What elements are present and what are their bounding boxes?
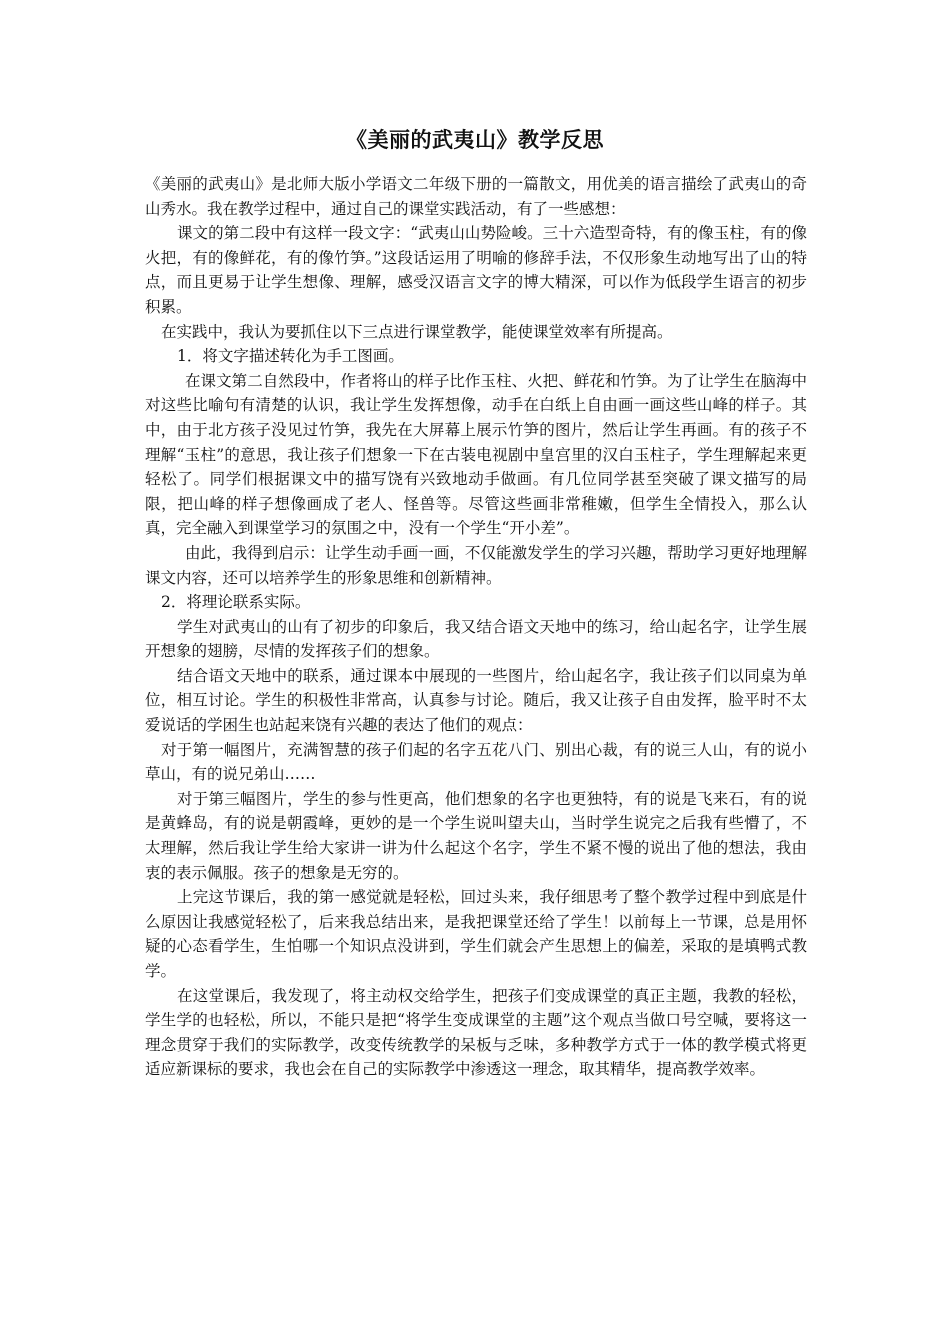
paragraph-drawing: 在课文第二自然段中，作者将山的样子比作玉柱、火把、鲜花和竹笋。为了让学生在脑海中对这些比喻句有清楚的认识，我让学生发挥想像，动手在白纸上自由画一画这些山峰的样子。其中，由于北方孩子没见过竹笋，我先在大屏幕上展示竹笋的图片，然后让学生再画。有的孩子不理解“玉柱”的意思，我让孩子们想象一下在古装电视剧中皇宫里的汉白玉柱子，学生理解起来更轻松了。同学们根据课文中的描写饶有兴致地动手做画。有几位同学甚至突破了课文描写的局限，把山峰的样子想像画成了老人、怪兽等。尽管这些画非常稚嫩，但学生全情投入，那么认真，完全融入到课堂学习的氛围之中，没有一个学生“开小差”。 [145,371,807,538]
paragraph-inspiration: 由此，我得到启示：让学生动手画一画，不仅能激发学生的学习兴趣，帮助学习更好地理解课文内容，还可以培养学生的形象思维和创新精神。 [145,543,807,587]
section-heading-2: 2．将理论联系实际。 [161,593,311,612]
paragraph-discussion: 结合语文天地中的联系，通过课本中展现的一些图片，给山起名字，我让孩子们以同桌为单位，相互讨论。学生的积极性非常高，认真参与讨论。随后，我又让孩子自由发挥，脸平时不太爱说话的学困生也站起来饶有兴趣的表达了他们的观点： [145,666,807,735]
paragraph-quote: 课文的第二段中有这样一段文字：“武夷山山势险峻。三十六造型奇特，有的像玉柱，有的像火把，有的像鲜花，有的像竹笋。”这段话运用了明喻的修辞手法，不仅形象生动地写出了山的特点，而且更易于让学生想像、理解，感受汉语言文字的博大精深，可以作为低段学生语言的初步积累。 [145,224,807,316]
paragraph-conclusion: 在这堂课后，我发现了，将主动权交给学生，把孩子们变成课堂的真正主题，我教的轻松，学生学的也轻松，所以，不能只是把“将学生变成课堂的主题”这个观点当做口号空喊，要将这一理念贯穿于我们的实际教学，改变传统教学的呆板与乏味，多种教学方式于一体的教学模式将更适应新课标的要求，我也会在自己的实际教学中渗透这一理念，取其精华，提高教学效率。 [145,986,807,1079]
section-heading-1: 1．将文字描述转化为手工图画。 [177,347,404,366]
paragraph-reflection: 上完这节课后，我的第一感觉就是轻松，回过头来，我仔细思考了整个教学过程中到底是什么原因让我感觉轻松了，后来我总结出来，是我把课堂还给了学生！以前每上一节课，总是用怀疑的心态看学生，生怕哪一个知识点没讲到，学生们就会产生思想上的偏差，采取的是填鸭式教学。 [145,888,807,980]
document-title: 《美丽的武夷山》教学反思 [346,128,604,152]
paragraph-naming-mountains: 学生对武夷山的山有了初步的印象后，我又结合语文天地中的练习，给山起名字，让学生展开想象的翅膀，尽情的发挥孩子们的想象。 [145,617,807,661]
paragraph-three-points: 在实践中，我认为要抓住以下三点进行课堂教学，能使课堂效率有所提高。 [161,322,673,341]
paragraph-third-picture: 对于第三幅图片，学生的参与性更高，他们想象的名字也更独特，有的说是飞来石，有的说是黄蜂岛，有的说是朝霞峰，更妙的是一个学生说叫望夫山，当时学生说完之后我有些懵了，不太理解，然后我让学生给大家讲一讲为什么起这个名字，学生不紧不慢的说出了他的想法，我由衷的表示佩服。孩子的想象是无穷的。 [145,789,807,882]
paragraph-intro: 《美丽的武夷山》是北师大版小学语文二年级下册的一篇散文，用优美的语言描绘了武夷山的奇山秀水。我在教学过程中，通过自己的课堂实践活动，有了一些感想： [145,175,807,218]
paragraph-first-picture: 对于第一幅图片，充满智慧的孩子们起的名字五花八门、别出心裁，有的说三人山，有的说小草山，有的说兄弟山…… [145,740,807,784]
document-body [145,172,807,1082]
